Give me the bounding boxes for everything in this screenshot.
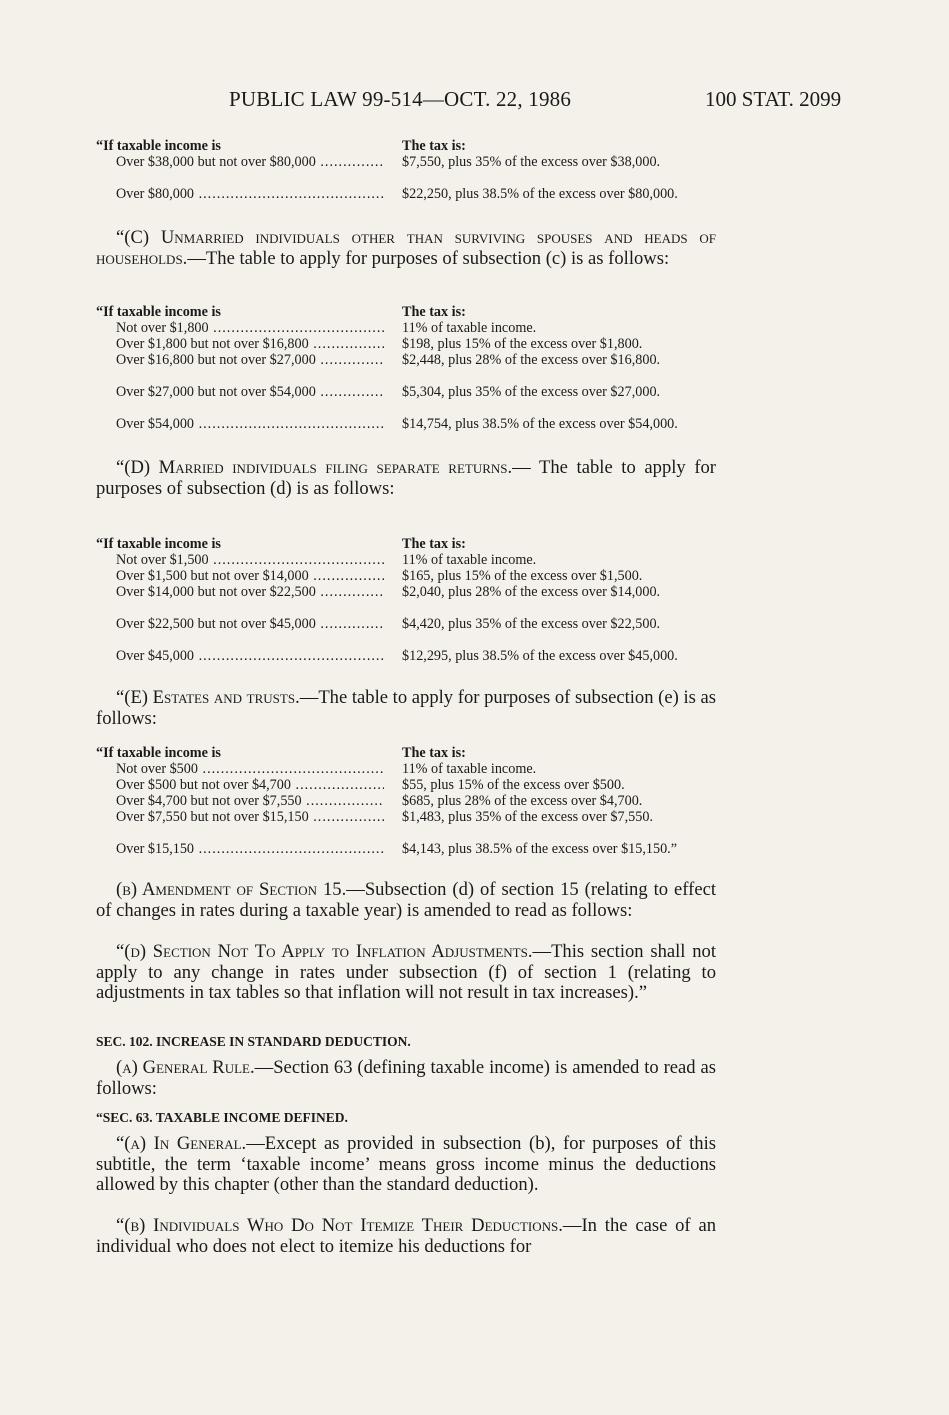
column-header-tax: The tax is:	[402, 536, 466, 552]
income-bracket: Over $14,000 but not over $22,500 .....	[116, 584, 384, 600]
table-row	[96, 320, 718, 336]
table-row	[96, 416, 718, 448]
tax-amount: $2,448, plus 28% of the excess over $16,800.	[402, 352, 661, 368]
column-header-income: “If taxable income is	[96, 138, 221, 154]
paragraph-heading: “(a) In General.	[116, 1133, 247, 1154]
section-102-heading: SEC. 102. INCREASE IN STANDARD DEDUCTION.	[96, 1034, 411, 1049]
tax-amount: $4,420, plus 35% of the excess over $22,500.	[402, 616, 661, 632]
income-bracket: Over $27,000 but not over $54,000 .....	[116, 384, 384, 400]
income-bracket: Not over $1,500 .....	[116, 552, 384, 568]
table-row	[96, 648, 718, 680]
table-row	[96, 186, 718, 218]
income-bracket: Over $1,800 but not over $16,800 .....	[116, 336, 384, 352]
table-row	[96, 584, 718, 616]
table-row	[96, 777, 718, 793]
page-header	[0, 87, 949, 117]
tax-amount: $14,754, plus 38.5% of the excess over $54,000.	[402, 416, 678, 432]
column-header-income: “If taxable income is	[96, 536, 221, 552]
income-bracket: Not over $500 .....	[116, 761, 384, 777]
tax-table-e	[96, 745, 718, 873]
paragraph-heading: “(D) Married individuals filing separate returns.	[116, 457, 513, 478]
paragraph-text: —The table to apply for purposes of subsection (c) is as follows:	[187, 247, 670, 269]
paragraph-heading: (a) General Rule.	[116, 1057, 255, 1078]
income-bracket: Over $38,000 but not over $80,000 .....	[116, 154, 384, 170]
income-bracket: Over $54,000 .....	[116, 416, 384, 432]
income-bracket: Over $7,550 but not over $15,150 .....	[116, 809, 384, 825]
tax-amount: $2,040, plus 28% of the excess over $14,000.	[402, 584, 661, 600]
tax-amount: $12,295, plus 38.5% of the excess over $45,000.	[402, 648, 678, 664]
table-row	[96, 154, 718, 186]
income-bracket: Over $22,500 but not over $45,000 .....	[116, 616, 384, 632]
income-bracket: Over $80,000 .....	[116, 186, 384, 202]
paragraph-a-in-general	[96, 1134, 716, 1196]
income-bracket: Over $16,800 but not over $27,000 .....	[116, 352, 384, 368]
tax-table-d	[96, 536, 718, 680]
tax-amount: $22,250, plus 38.5% of the excess over $80,000.	[402, 186, 678, 202]
paragraph-e	[96, 688, 716, 729]
tax-amount: $4,143, plus 38.5% of the excess over $15,150.”	[402, 841, 678, 857]
table-row	[96, 352, 718, 384]
tax-amount: $165, plus 15% of the excess over $1,500.	[402, 568, 643, 584]
column-header-tax: The tax is:	[402, 745, 466, 761]
table-row	[96, 616, 718, 648]
section-63-heading: “SEC. 63. TAXABLE INCOME DEFINED.	[96, 1110, 348, 1125]
income-bracket: Over $15,150 .....	[116, 841, 384, 857]
column-header-tax: The tax is:	[402, 138, 466, 154]
paragraph-heading: “(C) Unmarried individuals other than surviving spouses and heads of households.	[96, 227, 716, 269]
tax-amount: $198, plus 15% of the excess over $1,800.	[402, 336, 643, 352]
income-bracket: Over $1,500 but not over $14,000 .....	[116, 568, 384, 584]
tax-amount: 11% of taxable income.	[402, 552, 537, 568]
income-bracket: Not over $1,800 .....	[116, 320, 384, 336]
table-row	[96, 761, 718, 777]
table-header	[96, 536, 718, 552]
table-row	[96, 336, 718, 352]
table-header	[96, 304, 718, 320]
paragraph-general-rule	[96, 1058, 716, 1099]
paragraph-d	[96, 458, 716, 499]
paragraph-text: —Subsection (d) of section 15 (relating to effect of changes in rates during a taxable year) is amended to read as follows:	[96, 879, 716, 921]
tax-amount: $1,483, plus 35% of the excess over $7,550.	[402, 809, 653, 825]
column-header-income: “If taxable income is	[96, 304, 221, 320]
table-row	[96, 384, 718, 416]
table-row	[96, 793, 718, 809]
amendment-section-15	[96, 880, 716, 921]
table-header	[96, 138, 718, 154]
paragraph-heading: “(d) Section Not To Apply to Inflation Adjustments.	[116, 941, 533, 962]
column-header-tax: The tax is:	[402, 304, 466, 320]
paragraph-heading: “(E) Estates and trusts.	[116, 687, 300, 708]
table-row	[96, 568, 718, 584]
tax-amount: $5,304, plus 35% of the excess over $27,000.	[402, 384, 661, 400]
paragraph-b-individuals	[96, 1216, 716, 1257]
tax-amount: 11% of taxable income.	[402, 320, 537, 336]
tax-amount: $55, plus 15% of the excess over $500.	[402, 777, 625, 793]
paragraph-text: —The table to apply for purposes of subsection (e) is as follows:	[96, 687, 716, 729]
table-row	[96, 841, 718, 873]
tax-table-c	[96, 304, 718, 448]
column-header-income: “If taxable income is	[96, 745, 221, 761]
income-bracket: Over $500 but not over $4,700 .....	[116, 777, 384, 793]
paragraph-heading: (b) Amendment of Section 15.	[116, 879, 347, 900]
table-header	[96, 745, 718, 761]
paragraph-heading: “(b) Individuals Who Do Not Itemize Their Deductions.	[116, 1215, 563, 1236]
header-title: PUBLIC LAW 99-514—OCT. 22, 1986	[229, 87, 572, 111]
paragraph-section-d	[96, 942, 716, 1004]
tax-amount: $685, plus 28% of the excess over $4,700.	[402, 793, 643, 809]
income-bracket: Over $4,700 but not over $7,550 .....	[116, 793, 384, 809]
tax-amount: 11% of taxable income.	[402, 761, 537, 777]
paragraph-text: —In the case of an individual who does not elect to itemize his deductions for	[96, 1215, 716, 1257]
tax-table-b	[96, 138, 718, 218]
income-bracket: Over $45,000 .....	[116, 648, 384, 664]
paragraph-text: —Section 63 (defining taxable income) is amended to read as follows:	[96, 1057, 717, 1099]
table-row	[96, 552, 718, 568]
table-row	[96, 809, 718, 841]
paragraph-text: —This section shall not apply to any change in rates under subsection (f) of section 1 (relating to adjustments in tax tables so that inflation will not result in tax increases).”	[96, 941, 717, 1003]
tax-amount: $7,550, plus 35% of the excess over $38,000.	[402, 154, 661, 170]
paragraph-text: — The table to apply for purposes of subsection (d) is as follows:	[96, 457, 717, 499]
header-page-number: 100 STAT. 2099	[705, 87, 842, 111]
paragraph-c	[96, 228, 716, 269]
paragraph-text: —Except as provided in subsection (b), for purposes of this subtitle, the term ‘taxable income’ means gross income minus the deductions allowed by this chapter (other than the standard deduction).	[96, 1133, 716, 1195]
